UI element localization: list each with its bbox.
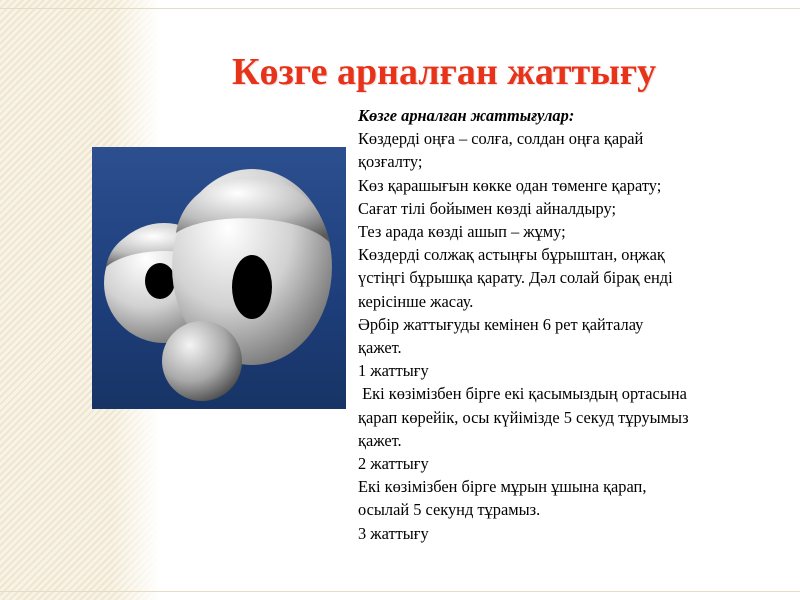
exercise-1-heading: 1 жаттығу [358,361,429,381]
text-line: қарап көрейік, осы күйімізде 5 секуд тұруымыз [358,407,689,427]
text-line: Екі көзімізбен бірге екі қасымыздың ортасына [358,384,687,404]
text-line: қозғалту; [358,152,423,172]
text-line: үстіңгі бұрышқа қарату. Дәл солай бірақ енді [358,268,673,288]
cartoon-eyes-icon [92,147,346,409]
exercise-text [358,104,788,545]
exercises-heading: Көзге арналған жаттығулар: [358,106,575,125]
exercise-2-heading: 2 жаттығу [358,454,429,474]
text-line: Әрбір жаттығуды кемінен 6 рет қайталау [358,314,644,334]
text-line: Көздерді солжақ астыңғы бұрыштан, оңжақ [358,245,665,265]
text-line: Сағат тілі бойымен көзді айналдыру; [358,198,617,218]
text-line: қажет. [358,430,402,450]
text-line: осылай 5 секунд тұрамыз. [358,500,541,520]
text-line: керісінше жасау. [358,291,474,311]
slide-title: Көзге арналған жаттығу [232,51,657,93]
text-line: Көз қарашығын көкке одан төменге қарату; [358,175,662,195]
exercise-3-heading: 3 жаттығу [358,523,429,543]
bottom-divider [0,591,800,592]
text-line: Тез арада көзді ашып – жұму; [358,222,566,242]
text-line: Көздерді оңға – солға, солдан оңға қарай [358,129,644,149]
top-divider [0,8,800,9]
text-line: Екі көзімізбен бірге мұрын ұшына қарап, [358,477,647,497]
text-line: қажет. [358,338,402,358]
